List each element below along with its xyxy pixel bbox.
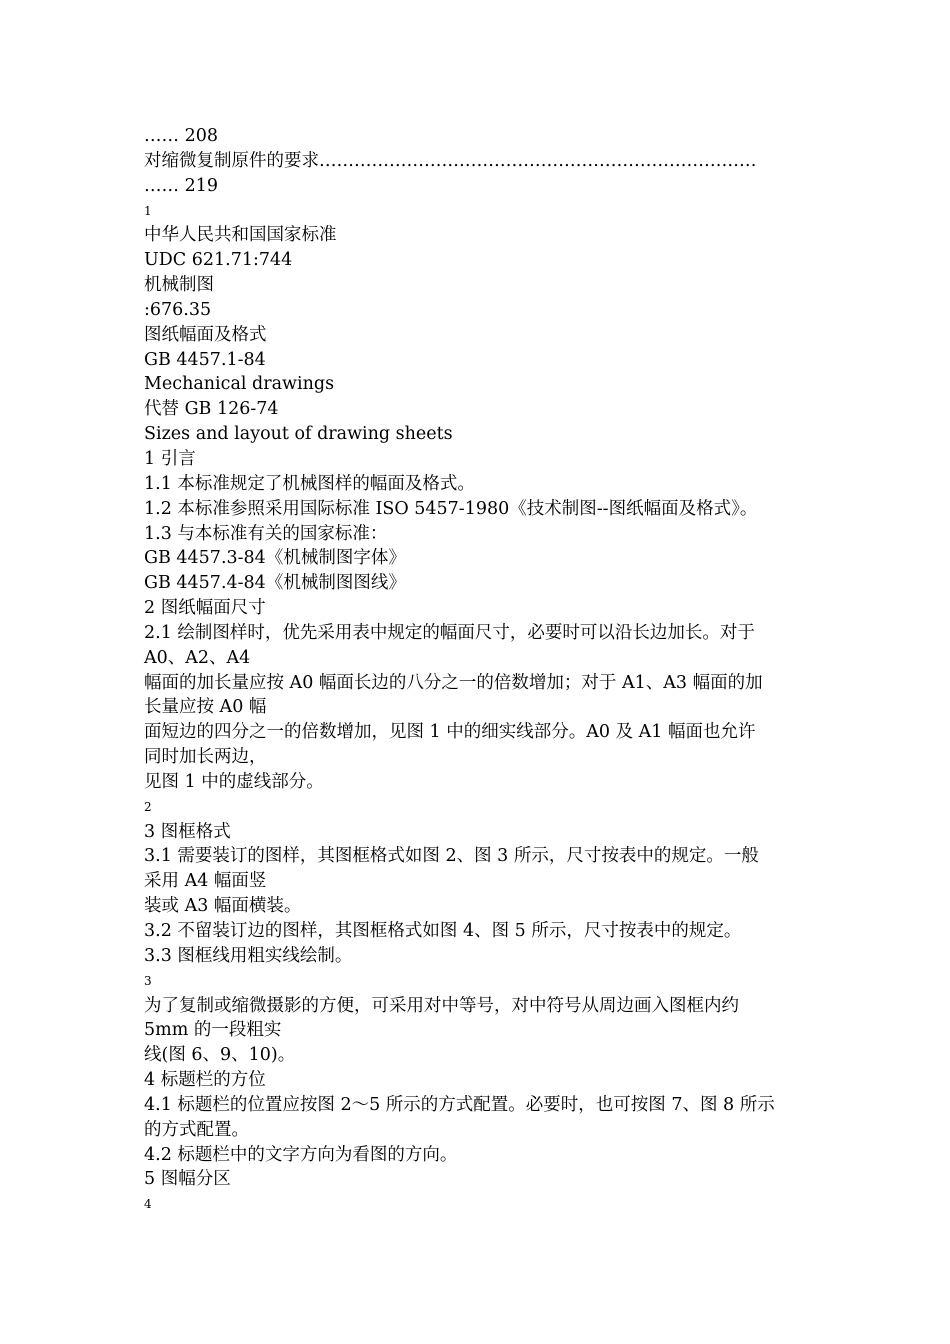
- text-line: 1 引言: [144, 448, 196, 469]
- text-line: 3.1 需要装订的图样，其图框格式如图 2、图 3 所示，尺寸按表中的规定。一般: [144, 846, 759, 867]
- page-number: 4: [144, 1197, 152, 1212]
- text-line: 2.1 绘制图样时，优先采用表中规定的幅面尺寸，必要时可以沿长边加长。对于: [144, 622, 755, 643]
- text-line: 4.2 标题栏中的文字方向为看图的方向。: [144, 1144, 458, 1165]
- text-line: 为了复制或缩微摄影的方便，可采用对中等号，对中符号从周边画入图框内约: [144, 995, 739, 1016]
- text-line: 幅面的加长量应按 A0 幅面长边的八分之一的倍数增加；对于 A1、A3 幅面的加: [144, 672, 763, 693]
- text-line: 面短边的四分之一的倍数增加，见图 1 中的细实线部分。A0 及 A1 幅面也允许: [144, 722, 756, 743]
- text-line: 1.1 本标准规定了机械图样的幅面及格式。: [144, 473, 475, 494]
- text-line: Mechanical drawings: [144, 374, 335, 395]
- text-line: …… 208: [144, 126, 218, 146]
- text-line: 见图 1 中的虚线部分。: [144, 771, 324, 792]
- text-line: 2 图纸幅面尺寸: [144, 598, 266, 619]
- text-line: 图纸幅面及格式: [144, 324, 267, 345]
- text-line: 4.1 标题栏的位置应按图 2～5 所示的方式配置。必要时，也可按图 7、图 8 所示: [144, 1094, 775, 1115]
- text-line: 线(图 6、9、10)。: [144, 1045, 296, 1066]
- text-line: 5mm 的一段粗实: [144, 1020, 282, 1041]
- page-number: 2: [144, 799, 152, 814]
- text-line: 3.2 不留装订边的图样，其图框格式如图 4、图 5 所示，尺寸按表中的规定。: [144, 921, 742, 941]
- text-line: 长量应按 A0 幅: [144, 697, 267, 718]
- text-line: 机械制图: [144, 275, 214, 296]
- text-line: A0、A2、A4: [144, 647, 251, 668]
- text-line: 装或 A3 幅面横装。: [144, 896, 302, 917]
- text-line: 5 图幅分区: [144, 1169, 231, 1190]
- text-line: 对缩微复制原件的要求…………………………………………………………………: [144, 150, 757, 171]
- text-line: 同时加长两边，: [144, 747, 267, 768]
- text-line: :676.35: [144, 299, 212, 320]
- text-line: 4 标题栏的方位: [144, 1070, 266, 1091]
- text-line: 的方式配置。: [144, 1119, 249, 1140]
- text-line: GB 4457.4-84《机械制图图线》: [144, 573, 406, 594]
- page-number: 1: [144, 203, 152, 218]
- text-line: GB 4457.1-84: [144, 349, 266, 370]
- text-line: Sizes and layout of drawing sheets: [144, 424, 453, 445]
- text-line: 3 图框格式: [144, 821, 231, 842]
- text-line: 中华人民共和国国家标准: [144, 225, 337, 246]
- text-line: …… 219: [144, 175, 218, 196]
- page-number: 3: [144, 973, 152, 988]
- text-line: GB 4457.3-84《机械制图字体》: [144, 548, 406, 569]
- text-line: 1.3 与本标准有关的国家标准：: [144, 523, 388, 544]
- text-line: 采用 A4 幅面竖: [144, 871, 267, 892]
- text-line: 1.2 本标准参照采用国际标准 ISO 5457-1980《技术制图--图纸幅面及格式》。: [144, 498, 758, 519]
- document-page: [144, 124, 816, 1217]
- text-line: UDC 621.71:744: [144, 250, 293, 271]
- text-line: 3.3 图框线用粗实线绘制。: [144, 945, 353, 966]
- text-line: 代替 GB 126-74: [144, 399, 279, 420]
